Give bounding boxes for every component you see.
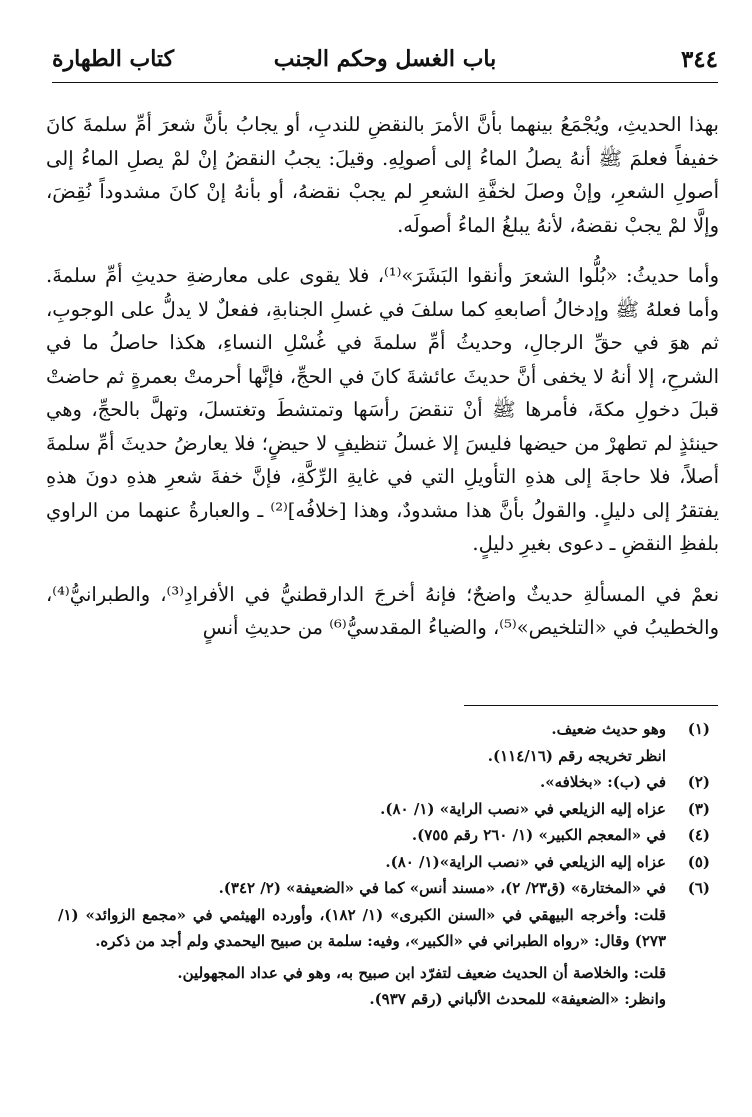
footnote-text: في (ب): «بخلافه». — [540, 773, 666, 791]
running-header — [52, 44, 718, 80]
header-rule — [52, 82, 718, 83]
footnote-6-commentary — [58, 902, 666, 1013]
commentary-reason: لتفرّد ابن صبيح به، وهو في عداد المجهولين. — [177, 963, 452, 982]
book-title: كتاب الطهارة — [52, 46, 175, 72]
commentary-paragraph-1: قلت: وأخرجه البيهقي في «السنن الكبرى» (١/ ١٨٢)، وأورده الهيثمي في «مجمع الزوائد» (١/ ٢٧٣) وقال: «رواه الطبراني في «الكبير»، وفيه: سلمة بن صبيح اليحمدي ولم أجد من ذكره. — [58, 905, 666, 950]
footnotes — [58, 716, 710, 1013]
footnote-number: (٥) — [687, 852, 710, 871]
footnote-text: في «المعجم الكبير» (١/ ٢٦٠ رقم ٧٥٥). — [411, 826, 666, 844]
footnote-4 — [58, 822, 710, 849]
footnote-text: في «المختارة» (ق٢٣/ ٢)، «مسند أنس» كما في «الضعيفة» (٢/ ٣٤٢). — [218, 879, 666, 897]
footnote-number: (١) — [687, 720, 710, 738]
paragraph-2: وأما حديثُ: «بُلُّوا الشعرَ وأنقوا البَشَرَ»⁽¹⁾، فلا يقوى على معارضةِ حديثِ أمِّ سلمةَ. وأما فعلهُ ﷺ وإدخالُ أصابعهِ كما سلفَ في غسلِ الجنابةِ، ففعلٌ لا يدلُّ على الوجوبِ، ثم هوَ في حقِّ الرجالِ، وحديثُ أمِّ سلمةَ في غُسْلِ النساءِ، هكذا حاصلُ ما في الشرحِ، إلا أنهُ لا يخفى أنَّ حديثَ عائشةَ كانَ في الحجِّ، فإنَّها أحرمتْ بعمرةٍ ثم حاضتْ قبلَ دخولِ مكةَ، فأمرها ﷺ أنْ تنقضَ رأسَها وتمتشطَ وتغتسلَ، وتهلَّ بالحجِّ، وهي حينئذٍ لم تطهرْ من حيضها فليسَ إلا غسلُ تنظيفٍ لا حيضٍ؛ فلا يعارضُ حديثَ أمِّ سلمةَ أصلاً، فلا حاجةَ إلى هذهِ التأويلِ التي في غايةِ الرِّكَّةِ، فإنَّ خفةَ شعرِ هذهِ دونَ هذهِ يفتقرُ إلى دليلٍ. والقولُ بأنَّ هذا مشدودٌ، وهذا [خلافُه]⁽²⁾ ـ والعبارةُ عنهما من الراوي بلفظِ النقضِ ـ دعوى بغيرِ دليلٍ. — [46, 264, 719, 555]
footnote-number: (٦) — [687, 879, 710, 897]
footnote-1 — [58, 716, 710, 769]
chapter-title: باب الغسل وحكم الجنب — [273, 46, 497, 72]
footnote-text: عزاه إليه الزيلعي في «نصب الراية»(١/ ٨٠). — [385, 852, 666, 871]
commentary-prefix: قلت: والخلاصة أن — [552, 963, 666, 982]
commentary-paragraph-3: وانظر: «الضعيفة» للمحدث الألباني (رقم ٩٣٧). — [369, 990, 666, 1008]
footnote-number: (٣) — [687, 799, 710, 818]
paragraph-1: بهذا الحديثِ، ويُجْمَعُ بينهما بأنَّ الأمرَ بالنقضِ للندبِ، أو يجابُ بأنَّ شعرَ أمِّ سلمةَ كانَ خفيفاً فعلمَ ﷺ أنهُ يصلُ الماءُ إلى أصولِهِ. وقيلَ: يجبُ النقضُ إنْ لمْ يصلِ الماءُ إلى أصولِ الشعرِ، وإنْ وصلَ لخفَّةِ الشعرِ لم يجبْ نقضهُ، أو بأنهُ إنْ كانَ مشدوداً نُقِضَ، وإلَّا لمْ يجبْ نقضهُ، لأنهُ يبلغُ الماءُ أصولَه. — [46, 113, 719, 237]
footnote-3 — [58, 796, 710, 823]
footnote-5 — [58, 849, 710, 876]
footnote-number: (٢) — [687, 773, 710, 791]
footnote-number: (٤) — [687, 826, 710, 844]
footnote-2 — [58, 769, 710, 796]
footnote-text: عزاه إليه الزيلعي في «نصب الراية» (١/ ٨٠). — [380, 799, 666, 818]
footnote-separator — [464, 705, 718, 706]
paragraph-3: نعمْ في المسألةِ حديثٌ واضحٌ؛ فإنهُ أخرجَ الدارقطنيُّ في الأفرادِ⁽³⁾، والطبرانيُّ⁽⁴⁾، والخطيبُ في «التلخيص»⁽⁵⁾، والضياءُ المقدسيُّ⁽⁶⁾ من حديثِ أنسٍ — [46, 582, 719, 639]
commentary-verdict: الحديث ضعيف — [456, 963, 548, 982]
main-text — [46, 108, 719, 662]
page-number: ٣٤٤ — [680, 46, 718, 73]
commentary-paragraph-2 — [58, 960, 666, 987]
footnote-text: انظر تخريجه رقم (١١٤/١٦). — [487, 746, 666, 765]
footnote-6 — [58, 875, 710, 902]
footnote-text: وهو حديث ضعيف. — [551, 720, 666, 738]
